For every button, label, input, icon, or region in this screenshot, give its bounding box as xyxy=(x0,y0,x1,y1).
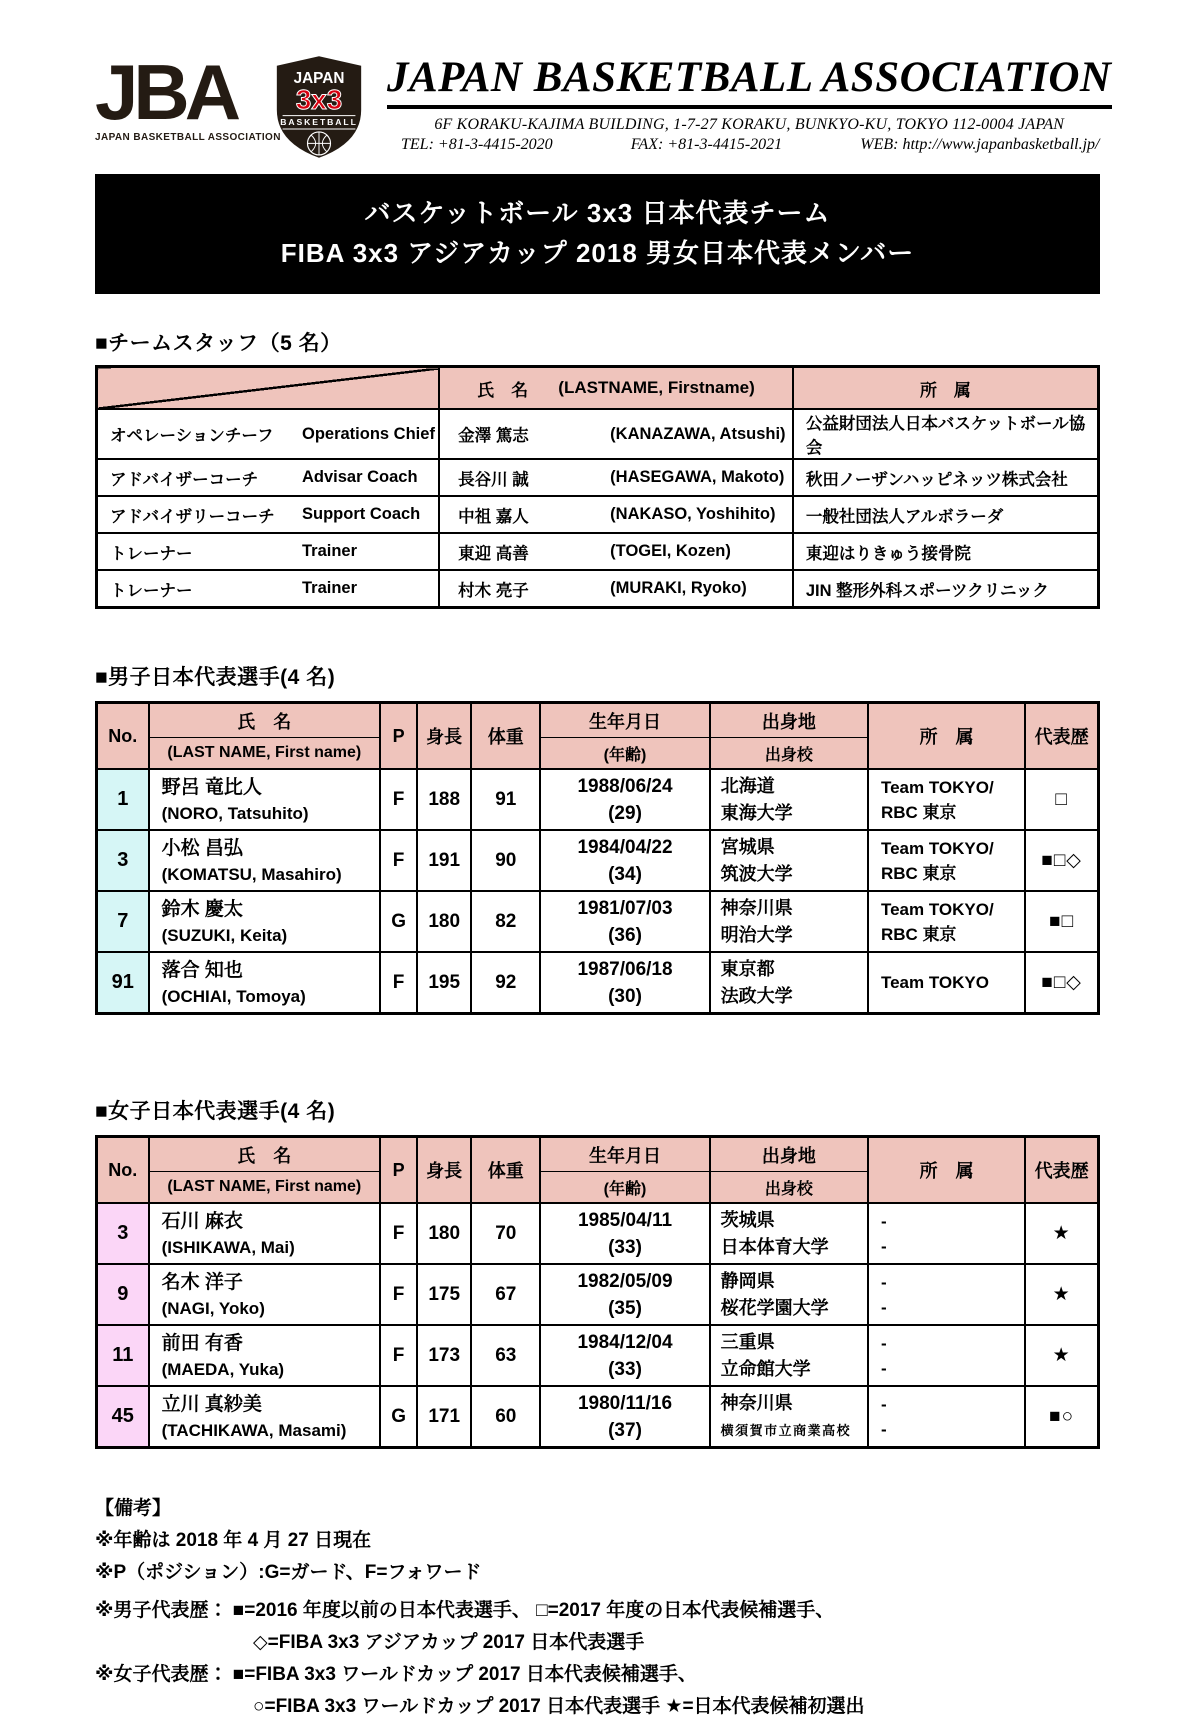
player-age: (33) xyxy=(608,1236,642,1258)
player-position: F xyxy=(380,1203,417,1264)
player-position: F xyxy=(380,830,417,891)
staff-role-jp: トレーナー xyxy=(110,544,193,563)
player-weight: 92 xyxy=(471,952,540,1014)
staff-affiliation: 東迎はりきゅう接骨院 xyxy=(793,533,1099,570)
staff-name-en: (NAKASO, Yoshihito) xyxy=(610,505,776,523)
player-affiliation-1: Team TOKYO/ xyxy=(880,899,994,919)
jba-logo xyxy=(95,48,281,143)
staff-role-jp: アドバイザリーコーチ xyxy=(110,507,275,526)
player-affiliation-1: - xyxy=(880,1394,887,1414)
remark-line: ※P（ポジション）:G=ガード、F=フォワード xyxy=(95,1562,482,1583)
player-position: F xyxy=(380,952,417,1014)
staff-role-en: Operations Chief xyxy=(302,424,435,443)
player-affiliation-2: RBC 東京 xyxy=(880,802,957,822)
staff-affiliation: 秋田ノーザンハッピネッツ株式会社 xyxy=(793,459,1099,496)
player-name-en: (NORO, Tatsuhito) xyxy=(161,803,309,823)
player-affiliation-2: - xyxy=(880,1358,887,1378)
player-weight: 90 xyxy=(471,830,540,891)
letterhead-title-block xyxy=(387,54,1112,154)
men-roster-table xyxy=(95,701,1100,1015)
player-position: F xyxy=(380,1325,417,1386)
player-affiliation-1: Team TOKYO/ xyxy=(880,777,994,797)
staff-name-en: (KANAZAWA, Atsushi) xyxy=(610,424,786,443)
player-dob: 1988/06/24 xyxy=(577,775,673,797)
col-height: 身長 xyxy=(417,703,471,770)
col-position: P xyxy=(380,703,417,770)
player-school: 日本体育大学 xyxy=(720,1236,829,1257)
player-height: 180 xyxy=(417,891,471,952)
remarks-section xyxy=(95,1493,1100,1723)
player-position: G xyxy=(380,891,417,952)
document-page xyxy=(95,0,1112,1723)
staff-affiliation: 公益財団法人日本バスケットボール協会 xyxy=(793,409,1099,459)
player-name-en: (SUZUKI, Keita) xyxy=(161,925,288,945)
badge-basketball-text: BASKETBALL xyxy=(280,117,358,128)
player-history-symbols: ■○ xyxy=(1025,1386,1098,1448)
remark-line: ○=FIBA 3x3 ワールドカップ 2017 日本代表選手 ★=日本代表候補初選出 xyxy=(253,1696,865,1717)
men-section-heading: ■男子日本代表選手(4 名) xyxy=(95,666,336,689)
player-position: F xyxy=(380,1264,417,1325)
player-number: 3 xyxy=(97,1203,149,1264)
remark-line: ◇=FIBA 3x3 アジアカップ 2017 日本代表選手 xyxy=(253,1632,645,1653)
women-player-row xyxy=(97,1203,1099,1264)
staff-name-jp: 中祖 嘉人 xyxy=(458,507,529,526)
player-weight: 82 xyxy=(471,891,540,952)
player-history-symbols: ■□◇ xyxy=(1025,952,1098,1014)
player-number: 9 xyxy=(97,1264,149,1325)
staff-row xyxy=(97,409,1099,459)
staff-name-jp: 長谷川 誠 xyxy=(458,470,529,489)
staff-name-jp: 東迎 高善 xyxy=(458,544,529,563)
player-school: 筑波大学 xyxy=(720,863,793,884)
col-no: No. xyxy=(97,703,149,770)
staff-table xyxy=(95,365,1100,609)
player-origin: 三重県 xyxy=(720,1331,775,1352)
player-name-en: (OCHIAI, Tomoya) xyxy=(161,986,306,1006)
player-name-jp: 立川 真紗美 xyxy=(161,1393,262,1415)
3x3-shield-badge-icon xyxy=(273,54,365,160)
men-player-row xyxy=(97,830,1099,891)
player-school: 法政大学 xyxy=(720,985,793,1006)
staff-row xyxy=(97,533,1099,570)
player-school: 東海大学 xyxy=(720,802,793,823)
basketball-icon xyxy=(308,132,331,155)
staff-header-row xyxy=(97,367,1099,410)
player-origin: 茨城県 xyxy=(720,1209,775,1230)
staff-role-jp: オペレーションチーフ xyxy=(110,427,274,445)
player-origin: 北海道 xyxy=(720,775,775,796)
badge-japan-text: JAPAN xyxy=(293,70,345,88)
player-history-symbols: ■□ xyxy=(1025,891,1098,952)
badge-3x3-text: 3x3 xyxy=(295,83,343,115)
player-name-en: (KOMATSU, Masahiro) xyxy=(161,864,342,884)
player-number: 1 xyxy=(97,769,149,830)
player-affiliation-2: RBC 東京 xyxy=(880,924,957,944)
player-weight: 60 xyxy=(471,1386,540,1448)
staff-role-en: Trainer xyxy=(302,579,358,597)
women-player-row xyxy=(97,1325,1099,1386)
player-dob: 1980/11/16 xyxy=(577,1392,673,1414)
player-number: 7 xyxy=(97,891,149,952)
org-contact-line xyxy=(387,134,1112,154)
player-name-jp: 野呂 竜比人 xyxy=(161,776,262,798)
col-origin: 出身地 出身校 xyxy=(710,1137,868,1204)
player-number: 11 xyxy=(97,1325,149,1386)
player-affiliation-2: - xyxy=(880,1236,887,1256)
player-name-jp: 落合 知也 xyxy=(161,959,243,981)
women-section-heading: ■女子日本代表選手(4 名) xyxy=(95,1100,336,1123)
staff-affiliation: 一般社団法人アルボラーダ xyxy=(793,496,1099,533)
col-name: 氏 名 (LAST NAME, First name) xyxy=(149,703,380,770)
women-roster-table xyxy=(95,1135,1100,1449)
player-name-jp: 小松 昌弘 xyxy=(161,837,243,859)
player-affiliation-2: RBC 東京 xyxy=(880,863,957,883)
player-height: 180 xyxy=(417,1203,471,1264)
staff-row xyxy=(97,496,1099,533)
player-height: 188 xyxy=(417,769,471,830)
women-player-row xyxy=(97,1264,1099,1325)
player-number: 45 xyxy=(97,1386,149,1448)
staff-row xyxy=(97,570,1099,608)
staff-name-en: (TOGEI, Kozen) xyxy=(610,542,731,560)
player-position: F xyxy=(380,769,417,830)
staff-header-affiliation: 所 属 xyxy=(793,367,1099,410)
banner-line-1: バスケットボール 3x3 日本代表チーム xyxy=(364,198,831,228)
player-history-symbols: □ xyxy=(1025,769,1098,830)
staff-name-en: (HASEGAWA, Makoto) xyxy=(610,468,785,486)
col-dob: 生年月日 (年齢) xyxy=(540,1137,709,1204)
men-header-row xyxy=(97,703,1099,770)
player-weight: 63 xyxy=(471,1325,540,1386)
player-origin: 東京都 xyxy=(720,958,775,979)
player-affiliation-1: - xyxy=(880,1333,887,1353)
player-dob: 1984/12/04 xyxy=(577,1331,673,1353)
player-affiliation-2: - xyxy=(880,1419,887,1439)
player-height: 195 xyxy=(417,952,471,1014)
player-name-jp: 石川 麻衣 xyxy=(161,1210,243,1232)
staff-name-en: (MURAKI, Ryoko) xyxy=(610,579,747,597)
player-name-jp: 前田 有香 xyxy=(161,1332,243,1354)
col-height: 身長 xyxy=(417,1137,471,1204)
player-height: 173 xyxy=(417,1325,471,1386)
player-number: 91 xyxy=(97,952,149,1014)
staff-role-jp: トレーナー xyxy=(110,581,193,600)
col-no: No. xyxy=(97,1137,149,1204)
remark-line: ※女子代表歴： ■=FIBA 3x3 ワールドカップ 2017 日本代表候補選手、 xyxy=(95,1664,697,1685)
player-dob: 1984/04/22 xyxy=(577,836,673,858)
org-address: 6F KORAKU-KAJIMA BUILDING, 1-7-27 KORAKU, BUNKYO-KU, TOKYO 112-0004 JAPAN xyxy=(434,116,1065,133)
col-position: P xyxy=(380,1137,417,1204)
player-school: 横須賀市立商業高校 xyxy=(720,1422,852,1438)
player-age: (37) xyxy=(608,1419,642,1441)
player-age: (29) xyxy=(608,802,642,824)
player-origin: 静岡県 xyxy=(720,1270,775,1291)
player-origin: 神奈川県 xyxy=(720,1392,793,1413)
staff-header-name xyxy=(439,367,793,410)
player-affiliation-1: - xyxy=(880,1211,887,1231)
player-school: 明治大学 xyxy=(720,924,793,945)
page-title: JAPAN BASKETBALL ASSOCIATION xyxy=(387,54,1112,101)
player-height: 175 xyxy=(417,1264,471,1325)
player-name-jp: 名木 洋子 xyxy=(161,1271,243,1293)
player-school: 立命館大学 xyxy=(720,1358,811,1379)
women-player-row xyxy=(97,1386,1099,1448)
player-history-symbols: ★ xyxy=(1025,1325,1098,1386)
staff-row xyxy=(97,459,1099,496)
col-history: 代表歴 xyxy=(1025,703,1098,770)
col-name: 氏 名 (LAST NAME, First name) xyxy=(149,1137,380,1204)
player-dob: 1987/06/18 xyxy=(577,958,673,980)
player-number: 3 xyxy=(97,830,149,891)
staff-header-name-jp: 氏 名 xyxy=(477,380,529,400)
banner-line-2: FIBA 3x3 アジアカップ 2018 男女日本代表メンバー xyxy=(280,238,915,268)
staff-role-en: Trainer xyxy=(302,542,358,560)
player-origin: 神奈川県 xyxy=(720,897,793,918)
player-affiliation-2: - xyxy=(880,1297,887,1317)
staff-header-name-en: (LASTNAME, Firstname) xyxy=(558,378,755,397)
player-weight: 91 xyxy=(471,769,540,830)
men-player-row xyxy=(97,952,1099,1014)
player-dob: 1981/07/03 xyxy=(577,897,673,919)
player-weight: 67 xyxy=(471,1264,540,1325)
player-name-en: (TACHIKAWA, Masami) xyxy=(161,1420,347,1440)
player-history-symbols: ★ xyxy=(1025,1203,1098,1264)
player-name-jp: 鈴木 慶太 xyxy=(161,898,243,920)
player-affiliation-1: Team TOKYO xyxy=(880,973,989,992)
title-divider xyxy=(387,105,1112,109)
player-history-symbols: ■□◇ xyxy=(1025,830,1098,891)
col-affiliation: 所 属 xyxy=(868,1137,1025,1204)
women-header-row xyxy=(97,1137,1099,1204)
staff-section-heading: ■チームスタッフ（5 名） xyxy=(95,332,342,355)
col-origin: 出身地 出身校 xyxy=(710,703,868,770)
col-weight: 体重 xyxy=(471,1137,540,1204)
player-dob: 1985/04/11 xyxy=(577,1209,673,1231)
staff-header-diagonal-cell xyxy=(97,367,440,410)
player-age: (34) xyxy=(608,863,642,885)
player-age: (33) xyxy=(608,1358,642,1380)
player-age: (35) xyxy=(608,1297,642,1319)
player-height: 171 xyxy=(417,1386,471,1448)
staff-name-jp: 金澤 篤志 xyxy=(458,427,529,445)
player-age: (30) xyxy=(608,985,642,1007)
org-fax: FAX: +81-3-4415-2021 xyxy=(630,136,783,153)
player-name-en: (ISHIKAWA, Mai) xyxy=(161,1237,295,1257)
player-history-symbols: ★ xyxy=(1025,1264,1098,1325)
staff-role-jp: アドバイザーコーチ xyxy=(110,470,259,489)
org-web: WEB: http://www.japanbasketball.jp/ xyxy=(860,136,1100,153)
org-tel: TEL: +81-3-4415-2020 xyxy=(401,136,553,153)
player-position: G xyxy=(380,1386,417,1448)
remarks-heading: 【備考】 xyxy=(95,1498,172,1519)
player-dob: 1982/05/09 xyxy=(577,1270,673,1292)
col-history: 代表歴 xyxy=(1025,1137,1098,1204)
col-affiliation: 所 属 xyxy=(868,703,1025,770)
col-dob: 生年月日 (年齢) xyxy=(540,703,709,770)
player-affiliation-1: Team TOKYO/ xyxy=(880,838,994,858)
men-player-row xyxy=(97,769,1099,830)
letterhead xyxy=(95,48,1112,162)
staff-name-jp: 村木 亮子 xyxy=(458,581,529,600)
men-player-row xyxy=(97,891,1099,952)
player-height: 191 xyxy=(417,830,471,891)
staff-role-en: Advisar Coach xyxy=(302,468,418,486)
player-age: (36) xyxy=(608,924,642,946)
player-origin: 宮城県 xyxy=(720,836,775,857)
player-name-en: (NAGI, Yoko) xyxy=(161,1298,265,1318)
jba-wordmark: JBA xyxy=(95,48,237,136)
player-school: 桜花学園大学 xyxy=(720,1297,829,1318)
player-weight: 70 xyxy=(471,1203,540,1264)
col-weight: 体重 xyxy=(471,703,540,770)
jba-logo-caption: JAPAN BASKETBALL ASSOCIATION xyxy=(95,132,281,143)
player-name-en: (MAEDA, Yuka) xyxy=(161,1359,285,1379)
staff-affiliation: JIN 整形外科スポーツクリニック xyxy=(793,570,1099,608)
remark-line: ※男子代表歴： ■=2016 年度以前の日本代表選手、 □=2017 年度の日本代表候補選手、 xyxy=(95,1600,835,1621)
staff-role-en: Support Coach xyxy=(302,505,421,523)
document-title-banner xyxy=(95,174,1100,294)
remark-line: ※年齢は 2018 年 4 月 27 日現在 xyxy=(95,1530,372,1551)
player-affiliation-1: - xyxy=(880,1272,887,1292)
